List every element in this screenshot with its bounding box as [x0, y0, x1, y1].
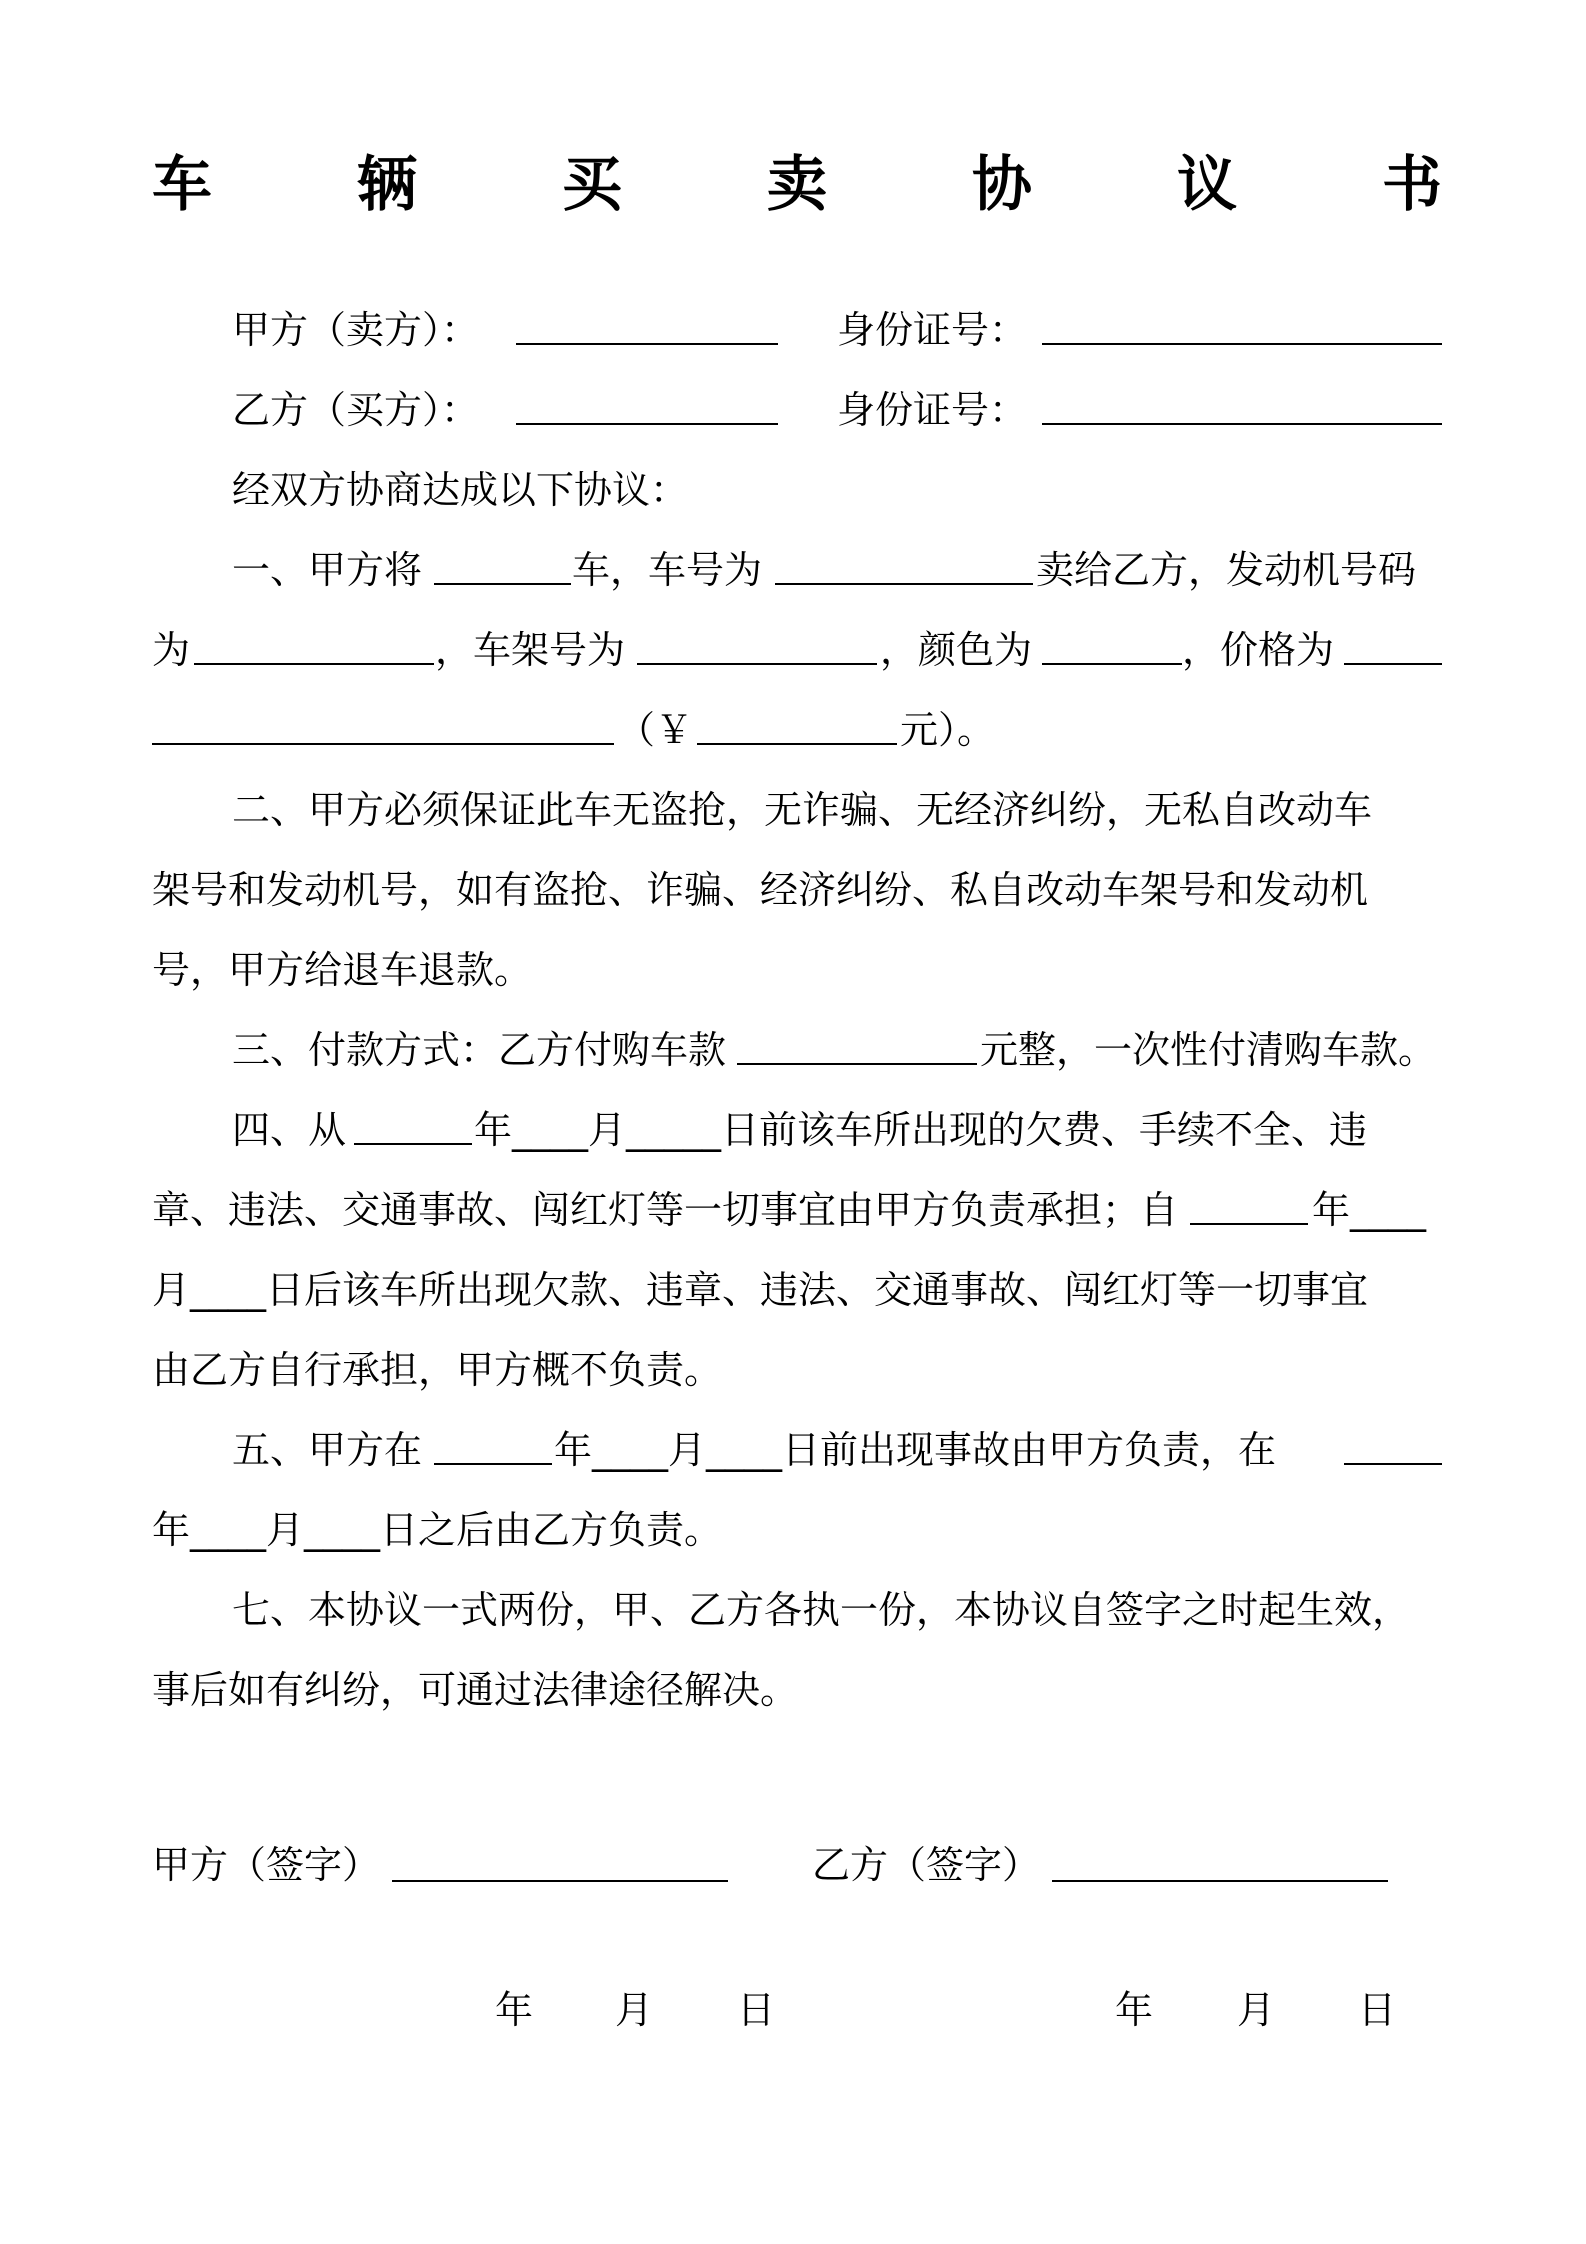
document-title: [152, 140, 1442, 220]
party-a-signature-label: 甲方（签字）: [152, 1843, 381, 1887]
clause1-text: （￥: [617, 708, 694, 752]
clause7-text: 七、本协议一式两份，甲、乙方各执一份，本协议自签字之时起生效，: [232, 1588, 1411, 1632]
clause1-line1: [152, 545, 1442, 595]
clause3-text: 元整，一次性付清购车款。: [980, 1028, 1437, 1072]
party-a-id-label: 身份证号：: [837, 308, 1028, 352]
clause1-text: 卖给乙方，发动机号码: [1036, 548, 1417, 592]
party-b-date-year: 年: [1115, 1988, 1154, 2032]
party-b-signature-field[interactable]: [1052, 1840, 1388, 1882]
clause1-text: 元）。: [900, 708, 996, 752]
party-a-id-field[interactable]: [1042, 305, 1442, 345]
clause7-line2: [152, 1665, 1442, 1715]
clause5-text: 年____月____日之后由乙方负责。: [152, 1508, 723, 1552]
clause1-line3: [152, 705, 1442, 755]
clause1-text: 一、甲方将: [232, 548, 423, 592]
clause1-line2: [152, 625, 1442, 675]
clause5-year-field[interactable]: [434, 1425, 552, 1465]
party-a-date-year: 年: [495, 1988, 534, 2032]
clause5-line1: [152, 1425, 1442, 1475]
clause4-text: 章、违法、交通事故、闯红灯等一切事宜由甲方负责承担；自: [152, 1188, 1179, 1232]
party-b-id-label: 身份证号：: [837, 388, 1028, 432]
clause4-line2: [152, 1185, 1442, 1235]
clause2-text: 二、甲方必须保证此车无盗抢，无诈骗、无经济纠纷，无私自改动车: [232, 788, 1373, 832]
title-char: 车: [152, 150, 212, 220]
party-a-signature-field[interactable]: [392, 1840, 728, 1882]
clause7-text: 事后如有纠纷，可通过法律途径解决。: [152, 1668, 799, 1712]
clause2-line1: [152, 785, 1442, 835]
date-row: [0, 1985, 1586, 2035]
clause5-text: 年____月____日前出现事故由甲方负责，在: [554, 1428, 1277, 1472]
title-char: 书: [1382, 150, 1442, 220]
party-a-label: 甲方（卖方）：: [232, 308, 480, 352]
clause4-line4: [152, 1345, 1442, 1395]
clause3-line: [152, 1025, 1442, 1075]
clause4-text: 年____: [1312, 1188, 1427, 1232]
clause4-text: 四、从: [232, 1108, 347, 1152]
clause1-text: 为: [152, 628, 191, 672]
clause5-line2: [152, 1505, 1442, 1555]
clause4-line3: [152, 1265, 1442, 1315]
clause4-text: 月____日后该车所出现欠款、违章、违法、交通事故、闯红灯等一切事宜: [152, 1268, 1369, 1312]
clause2-line2: [152, 865, 1442, 915]
clause4-line1: [152, 1105, 1442, 1155]
clause4-text: 年____月_____日前该车所出现的欠费、手续不全、违: [474, 1108, 1368, 1152]
title-char: 辆: [357, 150, 417, 220]
party-a-row: [152, 305, 1442, 355]
party-a-name-field[interactable]: [516, 305, 778, 345]
title-char: 议: [1177, 150, 1237, 220]
frame-number-field[interactable]: [637, 625, 877, 665]
clause4-year2-field[interactable]: [1190, 1185, 1308, 1225]
party-b-date-month: 月: [1237, 1988, 1276, 2032]
clause2-text: 号，甲方给退车退款。: [152, 948, 533, 992]
price-field[interactable]: [1344, 625, 1442, 665]
clause1-text: ，价格为: [1182, 628, 1335, 672]
title-char: 卖: [767, 150, 827, 220]
clause2-text: 架号和发动机号，如有盗抢、诈骗、经济纠纷、私自改动车架号和发动机: [152, 868, 1369, 912]
clause2-line3: [152, 945, 1442, 995]
party-a-date-day: 日: [737, 1988, 776, 2032]
clause3-text: 三、付款方式：乙方付购车款: [232, 1028, 727, 1072]
clause7-line1: [152, 1585, 1442, 1635]
clause4-year-field[interactable]: [354, 1105, 472, 1145]
clause5-text: 五、甲方在: [232, 1428, 423, 1472]
plate-number-field[interactable]: [775, 545, 1033, 585]
clause1-text: ，车架号为: [435, 628, 626, 672]
party-b-row: [152, 385, 1442, 435]
party-b-id-field[interactable]: [1042, 385, 1442, 425]
car-model-field[interactable]: [434, 545, 571, 585]
party-b-label: 乙方（买方）：: [232, 388, 480, 432]
party-b-signature-label: 乙方（签字）: [812, 1843, 1041, 1887]
clause1-text: 车，车号为: [572, 548, 763, 592]
intro-text: 经双方协商达成以下协议：: [232, 468, 689, 512]
price-amount-field[interactable]: [697, 705, 897, 745]
party-b-name-field[interactable]: [516, 385, 778, 425]
title-char: 协: [972, 150, 1032, 220]
clause5-year2-field[interactable]: [1344, 1425, 1442, 1465]
party-a-date-month: 月: [615, 1988, 654, 2032]
color-field[interactable]: [1042, 625, 1182, 665]
party-b-date-day: 日: [1358, 1988, 1397, 2032]
payment-amount-field[interactable]: [737, 1025, 977, 1065]
clause1-text: ，颜色为: [880, 628, 1033, 672]
intro-line: [152, 465, 1442, 515]
title-char: 买: [562, 150, 622, 220]
clause4-text: 由乙方自行承担，甲方概不负责。: [152, 1348, 723, 1392]
engine-number-field[interactable]: [194, 625, 434, 665]
signature-row: [152, 1840, 1442, 1890]
price-words-field[interactable]: [152, 705, 614, 745]
